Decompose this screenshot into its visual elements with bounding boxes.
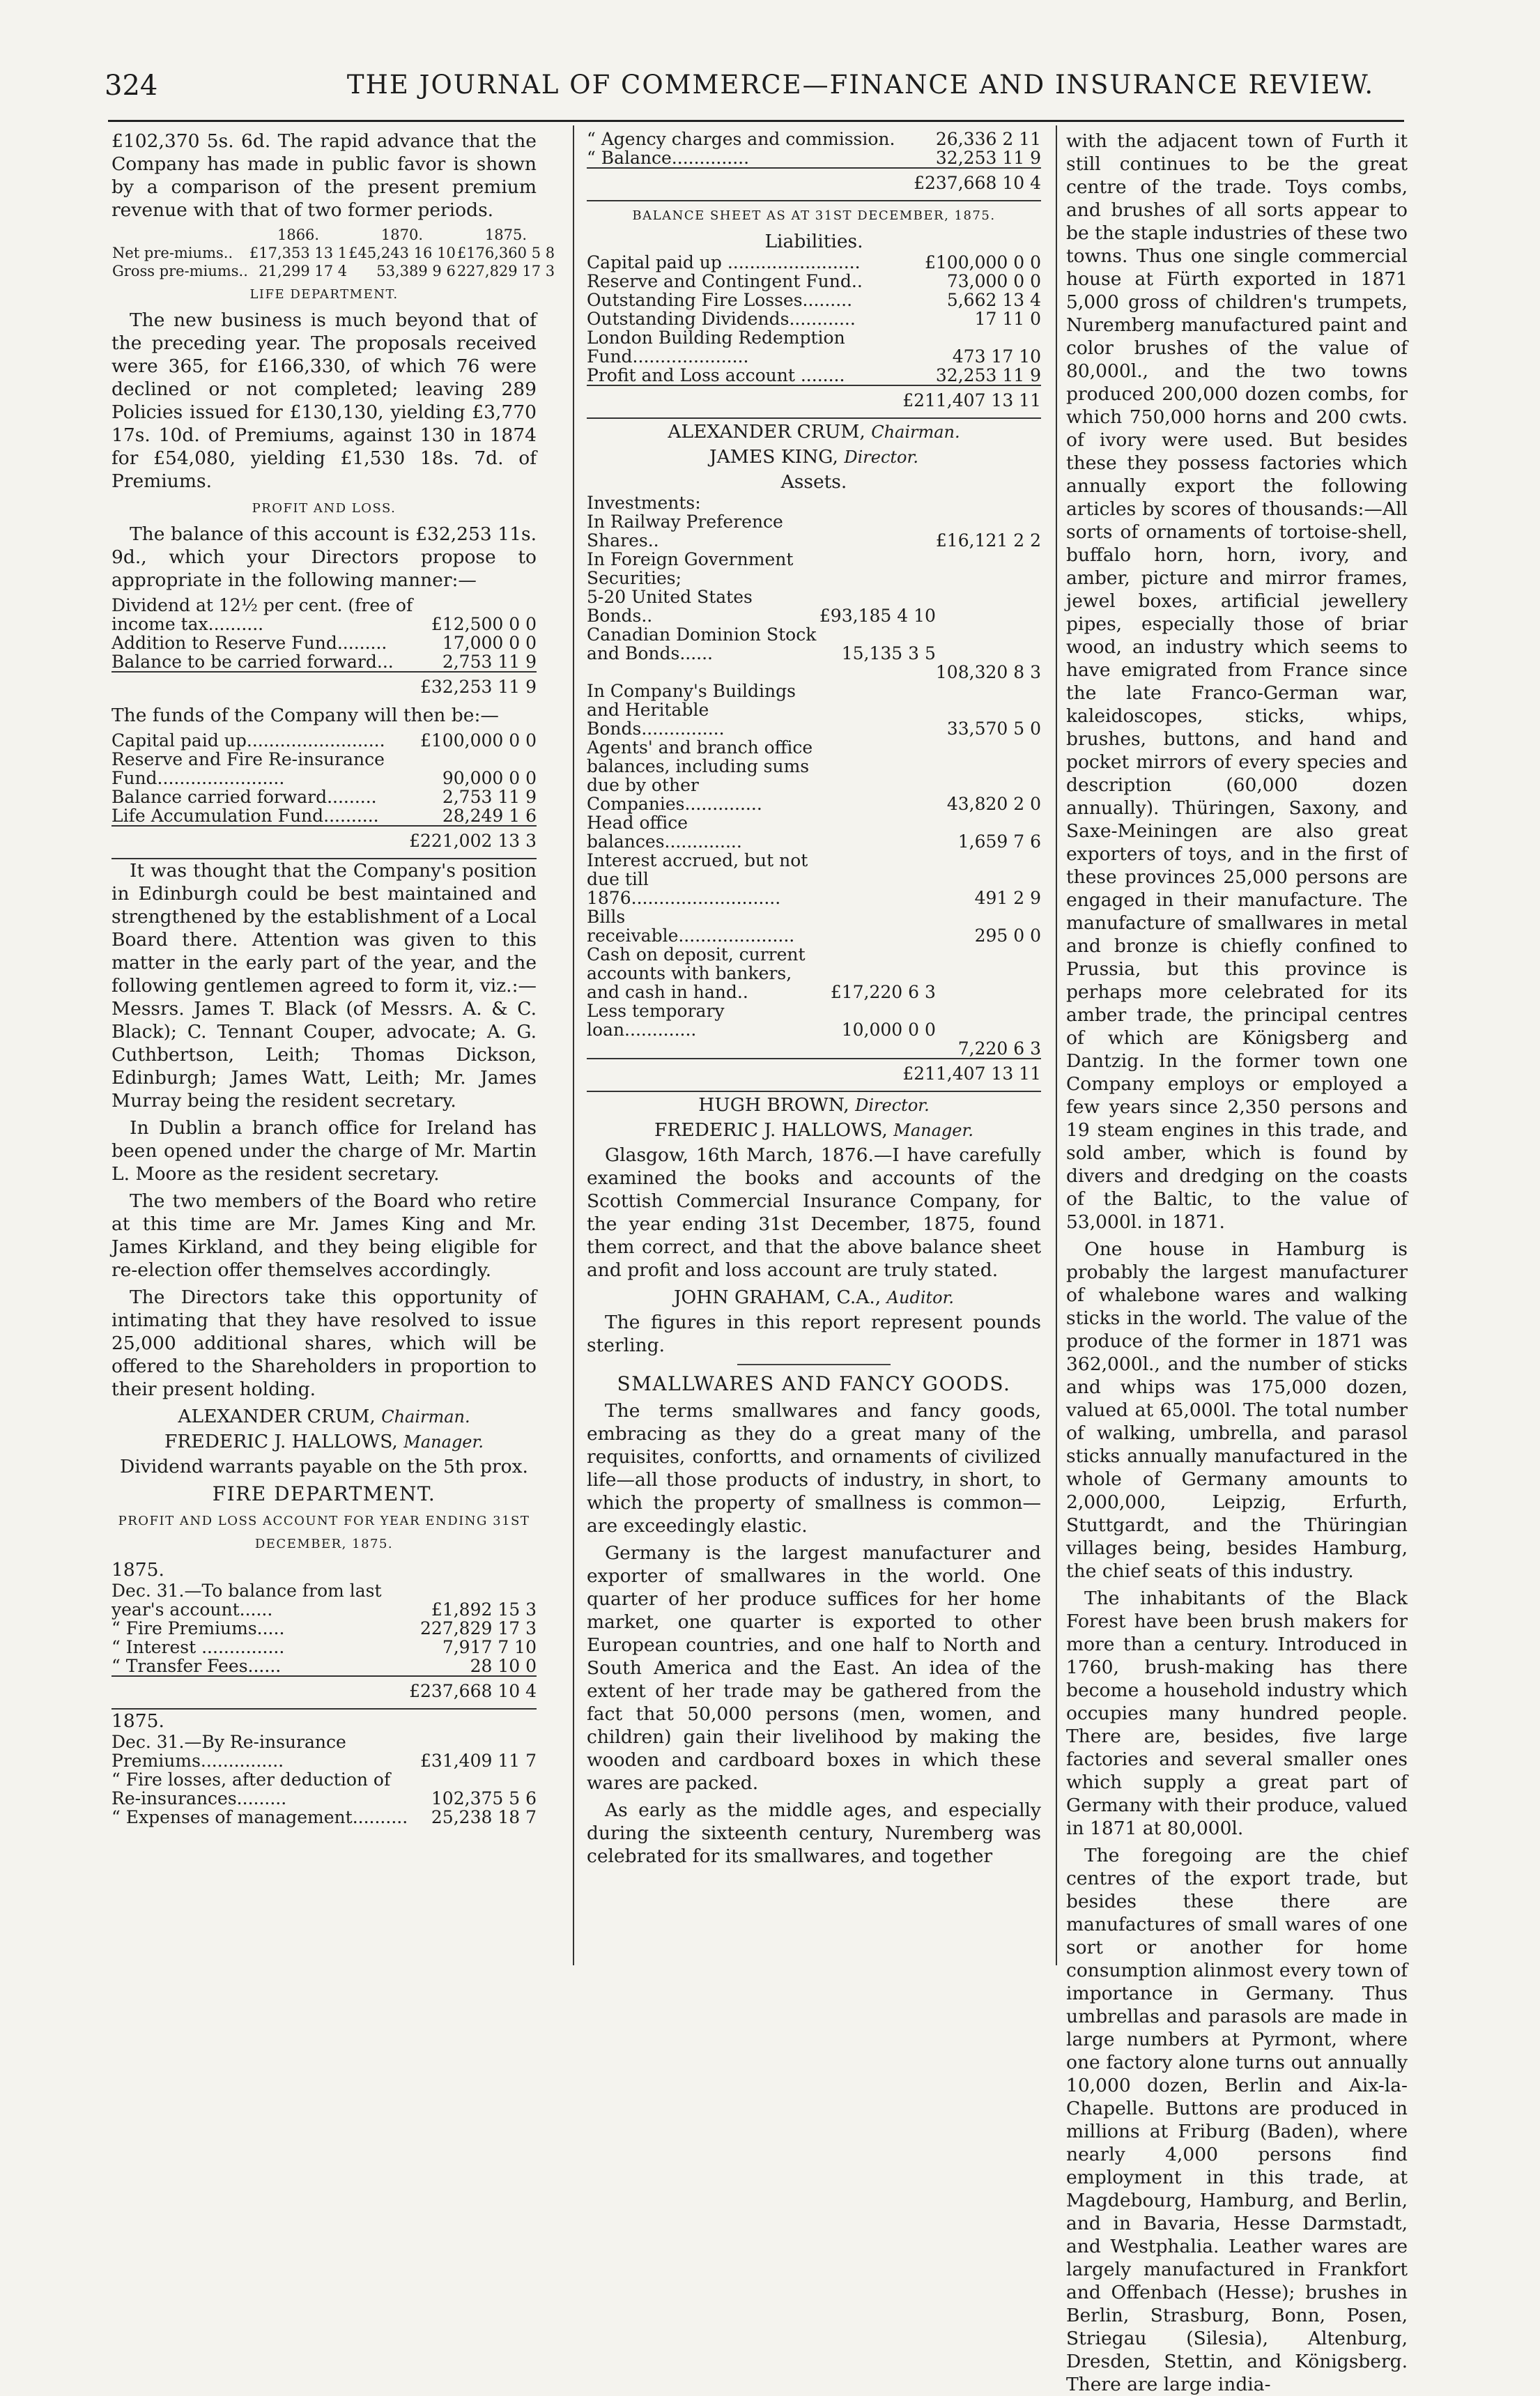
signature: ALEXANDER CRUM, Chairman. bbox=[668, 421, 960, 443]
table-row: London Building Redemption Fund..................... 473 17 10 bbox=[587, 328, 1041, 367]
section-subheading: Liabilities. bbox=[764, 231, 863, 252]
assets-table bbox=[587, 493, 1041, 1058]
funds-table bbox=[111, 731, 537, 825]
table-row: “ Fire Premiums..... 227,829 17 3 bbox=[111, 1618, 537, 1638]
year-header: 1875. bbox=[484, 226, 528, 243]
ledger-total: £221,002 13 3 bbox=[111, 825, 537, 859]
year-header: 1870. bbox=[380, 226, 424, 243]
paragraph: The figures in this report represent pounds sterling. bbox=[587, 1312, 1041, 1356]
ledger-total: £32,253 11 9 bbox=[111, 671, 537, 704]
table-row: 108,320 8 3 bbox=[935, 662, 1041, 682]
paragraph: One house in Hamburg is probably the largest manufacturer of whalebone wares and walking sticks in the world. The value of the produce of the former in 1871 was 362,000l., and the number of sticks and whips was 175,000 dozen, valued at 65,000l. The total number of walking, umbrella, and parasol sticks annually manufactured in the whole of Germany amounts to 2,000,000, Leipzig, Erfurth, Stuttgardt, and the Thüringian villages being, besides Hamburg, the chief seats of this industry. bbox=[1066, 1238, 1408, 1582]
header-rule bbox=[108, 120, 1404, 122]
paragraph: As early as the middle ages, and especially during the sixteenth century, Nuremberg was celebrated for its smallwares, and together bbox=[587, 1799, 1041, 1867]
section-heading: SMALLWARES AND FANCY GOODS. bbox=[617, 1372, 1011, 1395]
table-row: Profit and Loss account ........ 32,253 11 9 bbox=[587, 365, 1041, 385]
table-row: In Railway Preference Shares.. £16,121 2 2 bbox=[587, 512, 1041, 551]
fire-credit-table bbox=[111, 1733, 537, 1827]
year-label: 1875. bbox=[111, 1559, 164, 1581]
table-row: “ Expenses of management.......... 25,238 18 7 bbox=[111, 1807, 537, 1827]
table-row: Cash on deposit, current accounts with bankers, and cash in hand.. £17,220 6 3 bbox=[587, 944, 936, 1002]
table-row: “ Agency charges and commission. 26,336 2 11 bbox=[587, 129, 1041, 149]
appropriation-table bbox=[111, 596, 537, 671]
section-subheading: Assets. bbox=[780, 471, 847, 493]
table-row: Dividend at 12½ per cent. (free of income tax.......... £12,500 0 0 bbox=[111, 595, 537, 634]
divider bbox=[737, 1364, 891, 1365]
column-1 bbox=[111, 130, 555, 1963]
signature: FREDERIC J. HALLOWS, Manager. bbox=[654, 1119, 973, 1141]
table-row: Reserve and Contingent Fund.. 73,000 0 0 bbox=[587, 271, 1041, 291]
table-row: Dec. 31.—By Re-insurance Premiums............... £31,409 11 7 bbox=[111, 1732, 537, 1771]
fire-credit-continued bbox=[587, 130, 1041, 167]
table-row: Balance to be carried forward... 2,753 11 9 bbox=[111, 652, 537, 672]
column-2 bbox=[587, 130, 1041, 1963]
paragraph: Germany is the largest manufacturer and exporter of smallwares in the world. One quarter of her produce suffices for her home market, one quarter is exported to other European countries, and one half to North and South America and the East. An idea of the extent of her trade may be gathered from the fact that 50,000 persons (men, women, and children) gain their livelihood by making the wooden and cardboard boxes in which these wares are packed. bbox=[587, 1542, 1041, 1794]
signature: ALEXANDER CRUM, Chairman. bbox=[178, 1406, 470, 1427]
table-row: Investments: bbox=[587, 493, 701, 513]
table-row: 5-20 United States Bonds.. £93,185 4 10 bbox=[587, 587, 936, 626]
ledger-total: £237,668 10 4 bbox=[111, 1675, 537, 1710]
table-row: Balance carried forward......... 2,753 11 9 bbox=[111, 787, 537, 807]
column-3 bbox=[1066, 130, 1408, 2395]
ledger-total: £211,407 13 11 bbox=[587, 385, 1041, 419]
paragraph: The inhabitants of the Black Forest have been brush makers for more than a century. Introduced in 1760, brush-making has there become a household industry which occupies many hundred people. There are, besides, five large factories and several smaller ones which supply a great part of Germany with their produce, valued in 1871 at 80,000l. bbox=[1066, 1588, 1408, 1839]
table-row: Capital paid up......................... £100,000 0 0 bbox=[111, 730, 537, 751]
paragraph: The funds of the Company will then be:— bbox=[111, 705, 499, 726]
paragraph: The new business is much beyond that of the preceding year. The proposals received were 365, for £166,330, of which 76 were declined or not completed; leaving 289 Policies issued for £130,130, yielding £3,770 17s. 10d. of Premiums, against 130 in 1874 for £54,080, yielding £1,530 18s. 7d. of Premiums. bbox=[111, 309, 537, 492]
page-header bbox=[105, 70, 1408, 112]
table-row: Life Accumulation Fund.......... 28,249 1 6 bbox=[111, 806, 537, 826]
table-row: Reserve and Fire Re-insurance Fund....................... 90,000 0 0 bbox=[111, 749, 537, 788]
paragraph: The balance of this account is £32,253 11s. 9d., which your Directors propose to appropriate in the following manner:— bbox=[111, 523, 537, 591]
page-number: 324 bbox=[105, 70, 158, 102]
paragraph: It was thought that the Company's position in Edinburgh could be best maintained and strengthened by the establishment of a Local Board there. Attention was given to this matter in the early part of the year, and the following gentlemen agreed to form it, viz.:—Messrs. James T. Black (of Messrs. A. & C. Black); C. Tennant Couper, advocate; A. G. Cuthbertson, Leith; Thomas Dickson, Edinburgh; James Watt, Leith; Mr. James Murray being the resident secretary. bbox=[111, 860, 537, 1112]
table-row: “ Interest ............... 7,917 7 10 bbox=[111, 1637, 537, 1657]
premium-comparison-table bbox=[111, 226, 555, 280]
paragraph: The Directors take this opportunity of intimating that they have resolved to issue 25,000 additional shares, which will be offered to the Shareholders in proportion to their present holding. bbox=[111, 1287, 537, 1400]
table-row: Agents' and branch office balances, including sums due by other Companies.............. 43,820 2 0 bbox=[587, 737, 1041, 814]
signature: JAMES KING, Director. bbox=[709, 446, 918, 468]
table-row: Head office balances.............. 1,659 7 6 bbox=[587, 813, 1041, 852]
ledger-total: £211,407 13 11 bbox=[587, 1058, 1041, 1092]
paragraph: with the adjacent town of Furth it still continues to be the great centre of the trade. Toys combs, and brushes of all sorts appear to be the staple industries of these two towns. Thus one single commercial house at Fürth exported in 1871 5,000 gross of children's trumpets, Nuremberg manufactured paint and color brushes of the value of 80,000l., and the two towns produced 200,000 dozen combs, for which 750,000 horns and 200 cwts. of ivory were used. But besides these they possess factories which annually export the following articles by scores of thousands:—All sorts of ornaments of tortoise-shell, buffalo horn, horn, ivory, and amber, picture and mirror frames, jewel boxes, artificial jewellery pipes, especially those of briar wood, an industry which seems to have emigrated from France since the late Franco-German war, kaleidoscopes, sticks, whips, brushes, buttons, and hand and pocket mirrors of every species and description (60,000 dozen annually). Thüringen, Saxony, and Saxe-Meiningen are also great exporters of toys, and in the first of these provinces 25,000 persons are engaged in their manufacture. The manufacture of smallwares in metal and bronze is chiefly confined to Prussia, but this province is perhaps more celebrated for its amber trade, the principal centres of which are Königsberg and Dantzig. In the former town one Company employs or employed a few years since 2,350 persons and 19 steam engines in this trade, and sold amber, which is found by divers and dredging on the coasts of the Baltic, to the value of 53,000l. in 1871. bbox=[1066, 130, 1408, 1233]
table-row: Outstanding Fire Losses......... 5,662 13 4 bbox=[587, 290, 1041, 310]
table-row: In Company's Buildings and Heritable Bonds............... 33,570 5 0 bbox=[587, 681, 1041, 739]
dividend-note: Dividend warrants payable on the 5th prox. bbox=[120, 1456, 528, 1477]
table-row: “ Fire losses, after deduction of Re-insurances......... 102,375 5 6 bbox=[111, 1769, 537, 1808]
table-row: Dec. 31.—To balance from last year's account...... £1,892 15 3 bbox=[111, 1581, 537, 1620]
ledger-total: £237,668 10 4 bbox=[587, 167, 1041, 201]
table-row: Bills receivable..................... 295 0 0 bbox=[587, 907, 1041, 946]
table-row: Outstanding Dividends............ 17 11 0 bbox=[587, 309, 1041, 329]
signature: JOHN GRAHAM, C.A., Auditor. bbox=[673, 1287, 955, 1308]
column-divider bbox=[1056, 125, 1057, 1965]
paragraph: £102,370 5s. 6d. The rapid advance that the Company has made in public favor is shown by a comparison of the present premium revenue with that of two former periods. bbox=[111, 130, 537, 221]
signature: FREDERIC J. HALLOWS, Manager. bbox=[164, 1431, 484, 1452]
section-heading: FIRE DEPARTMENT. bbox=[212, 1482, 436, 1505]
year-label: 1875. bbox=[111, 1710, 164, 1732]
section-heading: LIFE DEPARTMENT. bbox=[249, 287, 399, 302]
table-row: Gross pre-miums.. 21,299 17 4 53,389 9 6 227,829 17 3 bbox=[112, 263, 555, 279]
table-row: Interest accrued, but not due till 1876........................... 491 2 9 bbox=[587, 850, 1041, 908]
liabilities-table bbox=[587, 253, 1041, 385]
table-row: 7,220 6 3 bbox=[957, 1038, 1041, 1059]
section-heading: BALANCE SHEET AS AT 31ST DECEMBER, 1875. bbox=[632, 208, 996, 223]
section-heading: PROFIT AND LOSS. bbox=[252, 501, 396, 516]
journal-title: THE JOURNAL OF COMMERCE—FINANCE AND INSURANCE REVIEW. bbox=[346, 70, 1375, 100]
table-row: In Foreign Government Securities; bbox=[587, 549, 794, 588]
paragraph: The terms smallwares and fancy goods, embracing as they do a great many of the requisites, confortts, and ornaments of civilized life—all those products of industry, in short, to which the property of smallness is common—are exceedingly elastic. bbox=[587, 1400, 1041, 1537]
table-row: Less temporary loan............. 10,000 0 0 bbox=[587, 1001, 936, 1040]
year-header: 1866. bbox=[277, 226, 320, 243]
paragraph: The two members of the Board who retire at this time are Mr. James King and Mr. James Kirkland, and they being eligible for re-election offer themselves accordingly. bbox=[111, 1190, 537, 1281]
paragraph: In Dublin a branch office for Ireland has been opened under the charge of Mr. Martin L. Moore as the resident secretary. bbox=[111, 1117, 537, 1185]
table-row: “ Balance.............. 32,253 11 9 bbox=[587, 148, 1041, 168]
table-row: “ Transfer Fees...... 28 10 0 bbox=[111, 1656, 537, 1676]
table-row: Addition to Reserve Fund......... 17,000 0 0 bbox=[111, 633, 537, 653]
section-subheading: PROFIT AND LOSS ACCOUNT FOR YEAR ENDING 31ST DECEMBER, 1875. bbox=[118, 1514, 530, 1551]
signature: HUGH BROWN, Director. bbox=[698, 1094, 930, 1116]
table-row: Capital paid up ........................ £100,000 0 0 bbox=[587, 252, 1041, 272]
table-row: Net pre-miums.. £17,353 13 1 £45,243 16 10 £176,360 5 8 bbox=[112, 245, 555, 261]
column-divider bbox=[573, 125, 574, 1965]
paragraph: Glasgow, 16th March, 1876.—I have carefully examined the books and accounts of the Scottish Commercial Insurance Company, for the year ending 31st December, 1875, found them correct, and that the above balance sheet and profit and loss account are truly stated. bbox=[587, 1144, 1041, 1281]
fire-debit-table bbox=[111, 1581, 537, 1675]
paragraph: The foregoing are the chief centres of the export trade, but besides these there are manufactures of small wares of one sort or another for home consumption alinmost every town of importance in Germany. Thus umbrellas and parasols are made in large numbers at Pyrmont, where one factory alone turns out annually 10,000 dozen, Berlin and Aix-la-Chapelle. Buttons are produced in millions at Friburg (Baden), where nearly 4,000 persons find employment in this trade, at Magdebourg, Hamburg, and Berlin, and in Bavaria, Hesse Darmstadt, and Westphalia. Leather wares are largely manufactured in Frankfort and Offenbach (Hesse); brushes in Berlin, Strasburg, Bonn, Posen, Striegau (Silesia), Altenburg, Dresden, Stettin, and Königsberg. There are large india- bbox=[1066, 1845, 1408, 2395]
table-row: Canadian Dominion Stock and Bonds...... 15,135 3 5 bbox=[587, 624, 936, 663]
